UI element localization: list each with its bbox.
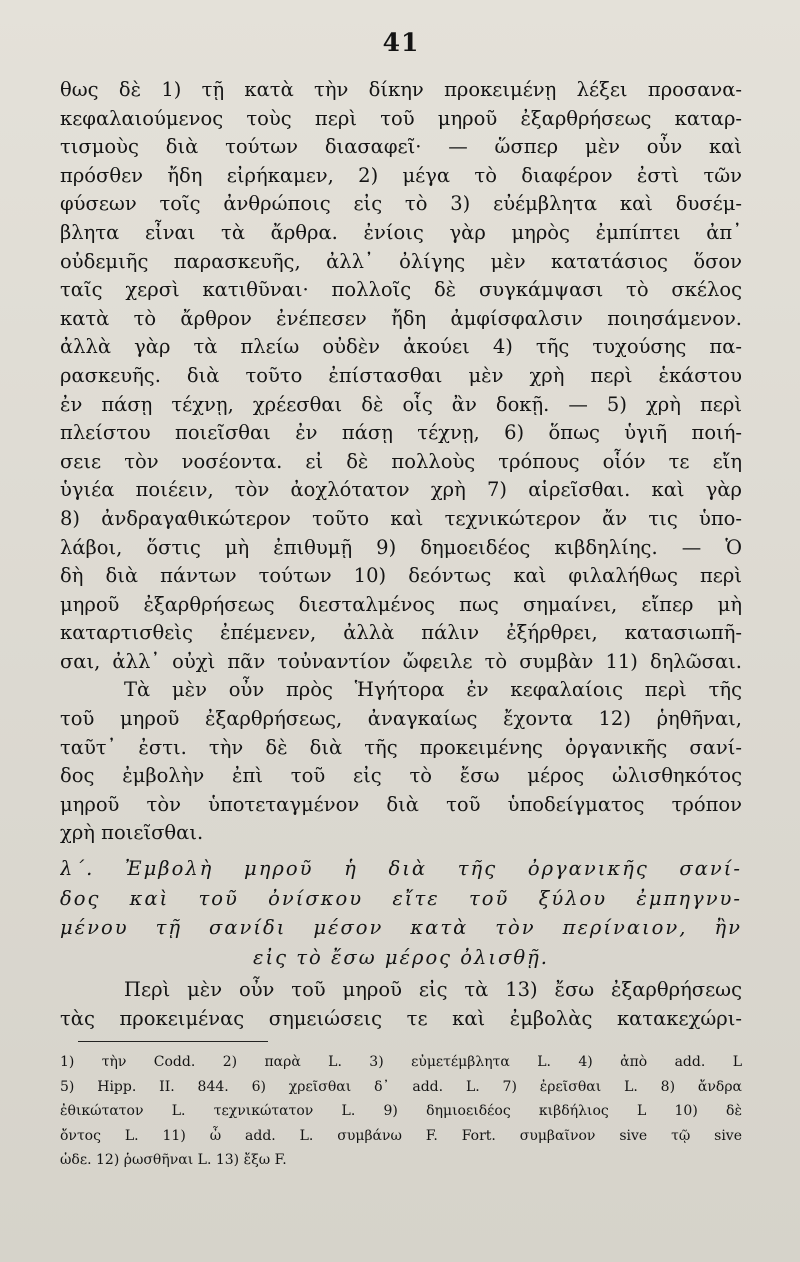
text-line: κεφαλαιούμενος τοὺς περὶ τοῦ μηροῦ ἐξαρθρήσεως καταρ-	[60, 106, 742, 130]
text-line: ρασκευῆς. διὰ τοῦτο ἐπίστασθαι μὲν χρὴ περὶ ἑκάστου	[60, 363, 742, 387]
heading-line: δος καὶ τοῦ ὀνίσκου εἴτε τοῦ ξύλου ἐμπηγνυ-	[60, 886, 742, 910]
text-line: ἀλλὰ γὰρ τὰ πλείω οὐδὲν ἀκούει 4) τῆς τυχούσης πα-	[60, 335, 742, 359]
second-paragraph	[60, 676, 742, 848]
page-number: 41	[382, 28, 420, 57]
text-line: ταῖς χερσὶ κατιθῦναι· πολλοῖς δὲ συγκάμψασι τὸ σκέλος	[60, 278, 742, 302]
text-line: πρόσθεν ἤδη εἰρήκαμεν, 2) μέγα τὸ διαφέρον ἐστὶ τῶν	[60, 163, 742, 187]
final-paragraph	[60, 976, 742, 1033]
text-line: ἐν πάσῃ τέχνῃ, χρέεσθαι δὲ οἷς ἂν δοκῇ. — 5) χρὴ περὶ	[60, 392, 742, 416]
main-paragraph	[60, 76, 742, 676]
text-line: ταῦτ᾿ ἐστι. τὴν δὲ διὰ τῆς προκειμένης ὀργανικῆς σανί-	[60, 735, 742, 759]
text-line: τὰς προκειμένας σημειώσεις τε καὶ ἐμβολὰς κατακεχώρι-	[60, 1006, 742, 1030]
footnote-line: 1) τὴν Codd. 2) παρὰ L. 3) εὐμετέμβλητα L. 4) ἀπὸ add. L	[60, 1054, 742, 1071]
text-line: θως δὲ 1) τῇ κατὰ τὴν δίκην προκειμένῃ λέξει προσανα-	[60, 78, 742, 101]
text-line: σειε τὸν νοσέοντα. εἰ δὲ πολλοὺς τρόπους οἷόν τε εἴη	[60, 449, 742, 473]
text-line: ὑγιέα ποιέειν, τὸν ἀοχλότατον χρὴ 7) αἱρεῖσθαι. καὶ γὰρ	[60, 478, 742, 502]
text-line: λάβοι, ὅστις μὴ ἐπιθυμῇ 9) δημοειδέος κιβδηλίης. — Ὁ	[60, 535, 742, 559]
footnote-line: ὡδε. 12) ῥωσθῆναι L. 13) ἔξω F.	[60, 1152, 287, 1169]
text-line: 8) ἀνδραγαθικώτερον τοῦτο καὶ τεχνικώτερον ἄν τις ὑπο-	[60, 506, 742, 530]
text-line: τισμοὺς διὰ τούτων διασαφεῖ· — ὥσπερ μὲν οὖν καὶ	[60, 135, 742, 159]
text-line: τοῦ μηροῦ ἐξαρθρήσεως, ἀναγκαίως ἔχοντα 12) ῥηθῆναι,	[60, 707, 742, 731]
heading-line: λ΄. Ἐμβολὴ μηροῦ ἡ διὰ τῆς ὀργανικῆς σανί-	[60, 857, 742, 881]
text-line: δος ἐμβολὴν ἐπὶ τοῦ εἰς τὸ ἔσω μέρος ὠλισθηκότος	[60, 764, 742, 788]
footnote-line: ὄντος L. 11) ὦ add. L. συμβάνω F. Fort. συμβαῖνον sive τῷ sive	[60, 1127, 742, 1144]
text-line: χρὴ ποιεῖσθαι.	[60, 821, 204, 845]
text-line: φύσεων τοῖς ἀνθρώποις εἰς τὸ 3) εὐέμβλητα καὶ δυσέμ-	[60, 192, 742, 216]
footnote-line: 5) Hipp. II. 844. 6) χρεῖσθαι δ᾿ add. L. 7) ἐρεῖσθαι L. 8) ἄνδρα	[60, 1078, 742, 1095]
text-line: Περὶ μὲν οὖν τοῦ μηροῦ εἰς τὰ 13) ἔσω ἐξαρθρήσεως	[124, 978, 742, 1002]
text-line: καταρτισθεὶς ἐπέμενεν, ἀλλὰ πάλιν ἐξήρθρει, κατασιωπῆ-	[60, 621, 742, 645]
heading-line: μένου τῇ σανίδι μέσον κατὰ τὸν περίναιον, ἢν	[60, 916, 742, 940]
text-line: πλείστου ποιεῖσθαι ἐν πάσῃ τέχνῃ, 6) ὅπως ὑγιῆ ποιή-	[60, 421, 742, 445]
footnotes	[60, 1050, 742, 1173]
section-heading	[60, 854, 742, 972]
text-line: οὐδεμιῆς παρασκευῆς, ἀλλ᾿ ὀλίγης μὲν κατατάσιος ὅσον	[60, 249, 742, 273]
text-line: κατὰ τὸ ἄρθρον ἐνέπεσεν ἤδη ἀμφίσφαλσιν ποιησάμενον.	[60, 306, 742, 330]
text-line: μηροῦ τὸν ὑποτεταγμένον διὰ τοῦ ὑποδείγματος τρόπον	[60, 792, 742, 816]
text-line: μηροῦ ἐξαρθρήσεως διεσταλμένος πως σημαίνει, εἴπερ μὴ	[60, 592, 742, 616]
footnote-rule	[78, 1041, 268, 1042]
text-line: Τὰ μὲν οὖν πρὸς Ἡγήτορα ἐν κεφαλαίοις περὶ τῆς	[124, 678, 742, 702]
text-line: δὴ διὰ πάντων τούτων 10) δεόντως καὶ φιλαλήθως περὶ	[60, 564, 742, 588]
text-line: σαι, ἀλλ᾿ οὐχὶ πᾶν τοὐναντίον ὤφειλε τὸ συμβὰν 11) δηλῶσαι.	[60, 649, 742, 673]
text-line: βλητα εἶναι τὰ ἄρθρα. ἐνίοις γὰρ μηρὸς ἐμπίπτει ἀπ᾿	[60, 220, 742, 244]
heading-line: εἰς τὸ ἔσω μέρος ὀλισθῇ.	[253, 945, 549, 969]
footnote-line: ἐθικώτατον L. τεχνικώτατον L. 9) δημιοειδέος κιβδήλιος L 10) δὲ	[60, 1103, 742, 1120]
